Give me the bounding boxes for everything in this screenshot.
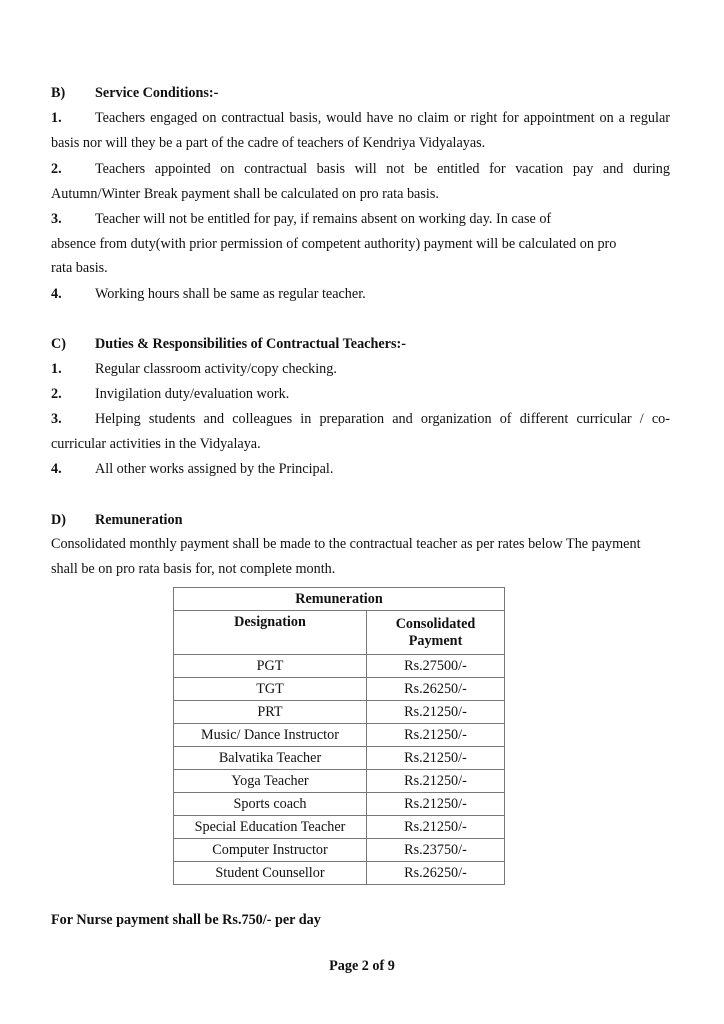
item-text: All other works assigned by the Principal. bbox=[95, 461, 334, 477]
table-row bbox=[174, 862, 505, 885]
payment-cell: Rs.21250/- bbox=[367, 816, 505, 839]
table-row bbox=[174, 770, 505, 793]
section-c-item-4 bbox=[51, 460, 333, 478]
section-b-title: Service Conditions:- bbox=[95, 85, 219, 101]
page-number: Page 2 of 9 bbox=[329, 958, 395, 974]
section-d-paragraph-line-2: shall be on pro rata basis for, not complete month. bbox=[51, 561, 336, 577]
section-b-item-3 bbox=[51, 210, 551, 228]
table-row bbox=[174, 701, 505, 724]
table-row bbox=[174, 839, 505, 862]
payment-cell: Rs.21250/- bbox=[367, 724, 505, 747]
table-body bbox=[174, 655, 505, 885]
section-c-item-3 bbox=[51, 410, 670, 428]
designation-cell: Computer Instructor bbox=[174, 839, 367, 862]
section-d-title: Remuneration bbox=[95, 512, 183, 528]
section-c-item-3-cont: curricular activities in the Vidyalaya. bbox=[51, 436, 261, 452]
section-c-title: Duties & Responsibilities of Contractual Teachers:- bbox=[95, 336, 406, 352]
designation-cell: Balvatika Teacher bbox=[174, 747, 367, 770]
table-row bbox=[174, 816, 505, 839]
section-d-label: D) bbox=[51, 512, 66, 528]
item-text: Teacher will not be entitled for pay, if remains absent on working day. In case of bbox=[95, 211, 552, 227]
table-row bbox=[174, 724, 505, 747]
item-number: 1. bbox=[51, 361, 62, 377]
section-b-heading bbox=[51, 84, 218, 102]
item-number: 4. bbox=[51, 461, 62, 477]
column-header-designation: Designation bbox=[174, 611, 367, 655]
item-number: 2. bbox=[51, 161, 62, 177]
designation-cell: Special Education Teacher bbox=[174, 816, 367, 839]
section-d-paragraph-line-1: Consolidated monthly payment shall be made to the contractual teacher as per rates below The payment bbox=[51, 536, 641, 552]
payment-cell: Rs.21250/- bbox=[367, 770, 505, 793]
payment-cell: Rs.21250/- bbox=[367, 793, 505, 816]
item-number: 3. bbox=[51, 211, 62, 227]
payment-cell: Rs.21250/- bbox=[367, 701, 505, 724]
designation-cell: TGT bbox=[174, 678, 367, 701]
table-row bbox=[174, 747, 505, 770]
item-number: 1. bbox=[51, 110, 62, 126]
section-b-item-3-cont: absence from duty(with prior permission of competent authority) payment will be calculated on pro bbox=[51, 236, 617, 252]
table-header-row bbox=[174, 611, 505, 655]
section-c-item-2 bbox=[51, 385, 289, 403]
payment-cell: Rs.21250/- bbox=[367, 747, 505, 770]
section-b-item-3-cont-2: rata basis. bbox=[51, 260, 108, 276]
item-number: 3. bbox=[51, 411, 62, 427]
payment-cell: Rs.27500/- bbox=[367, 655, 505, 678]
section-d-heading bbox=[51, 511, 182, 529]
item-text: Regular classroom activity/copy checking. bbox=[95, 361, 337, 377]
designation-cell: Sports coach bbox=[174, 793, 367, 816]
nurse-payment-note: For Nurse payment shall be Rs.750/- per day bbox=[51, 912, 321, 928]
remuneration-table bbox=[173, 587, 505, 885]
item-text: Teachers engaged on contractual basis, would have no claim or right for appointment on a regular bbox=[95, 110, 670, 126]
section-c-item-1 bbox=[51, 360, 337, 378]
table-row bbox=[174, 655, 505, 678]
designation-cell: PGT bbox=[174, 655, 367, 678]
item-number: 2. bbox=[51, 386, 62, 402]
table-row bbox=[174, 793, 505, 816]
item-text: Working hours shall be same as regular teacher. bbox=[95, 286, 366, 302]
item-number: 4. bbox=[51, 286, 62, 302]
payment-cell: Rs.23750/- bbox=[367, 839, 505, 862]
column-header-payment: Consolidated Payment bbox=[367, 611, 505, 655]
section-c-label: C) bbox=[51, 336, 66, 352]
section-b-item-1 bbox=[51, 109, 670, 127]
section-b-item-4 bbox=[51, 285, 366, 303]
designation-cell: Yoga Teacher bbox=[174, 770, 367, 793]
item-text: Invigilation duty/evaluation work. bbox=[95, 386, 290, 402]
payment-cell: Rs.26250/- bbox=[367, 678, 505, 701]
item-text: Helping students and colleagues in preparation and organization of different curricular / co- bbox=[95, 411, 670, 427]
section-c-heading bbox=[51, 335, 406, 353]
designation-cell: Music/ Dance Instructor bbox=[174, 724, 367, 747]
designation-cell: Student Counsellor bbox=[174, 862, 367, 885]
section-b-item-2-cont: Autumn/Winter Break payment shall be calculated on pro rata basis. bbox=[51, 186, 439, 202]
designation-cell: PRT bbox=[174, 701, 367, 724]
section-b-label: B) bbox=[51, 85, 66, 101]
payment-cell: Rs.26250/- bbox=[367, 862, 505, 885]
table-title-row bbox=[174, 588, 505, 611]
table-title: Remuneration bbox=[174, 588, 505, 611]
section-b-item-1-cont: basis nor will they be a part of the cadre of teachers of Kendriya Vidyalayas. bbox=[51, 135, 486, 151]
section-b-item-2 bbox=[51, 160, 670, 178]
table-row bbox=[174, 678, 505, 701]
item-text: Teachers appointed on contractual basis will not be entitled for vacation pay and during bbox=[95, 161, 670, 177]
